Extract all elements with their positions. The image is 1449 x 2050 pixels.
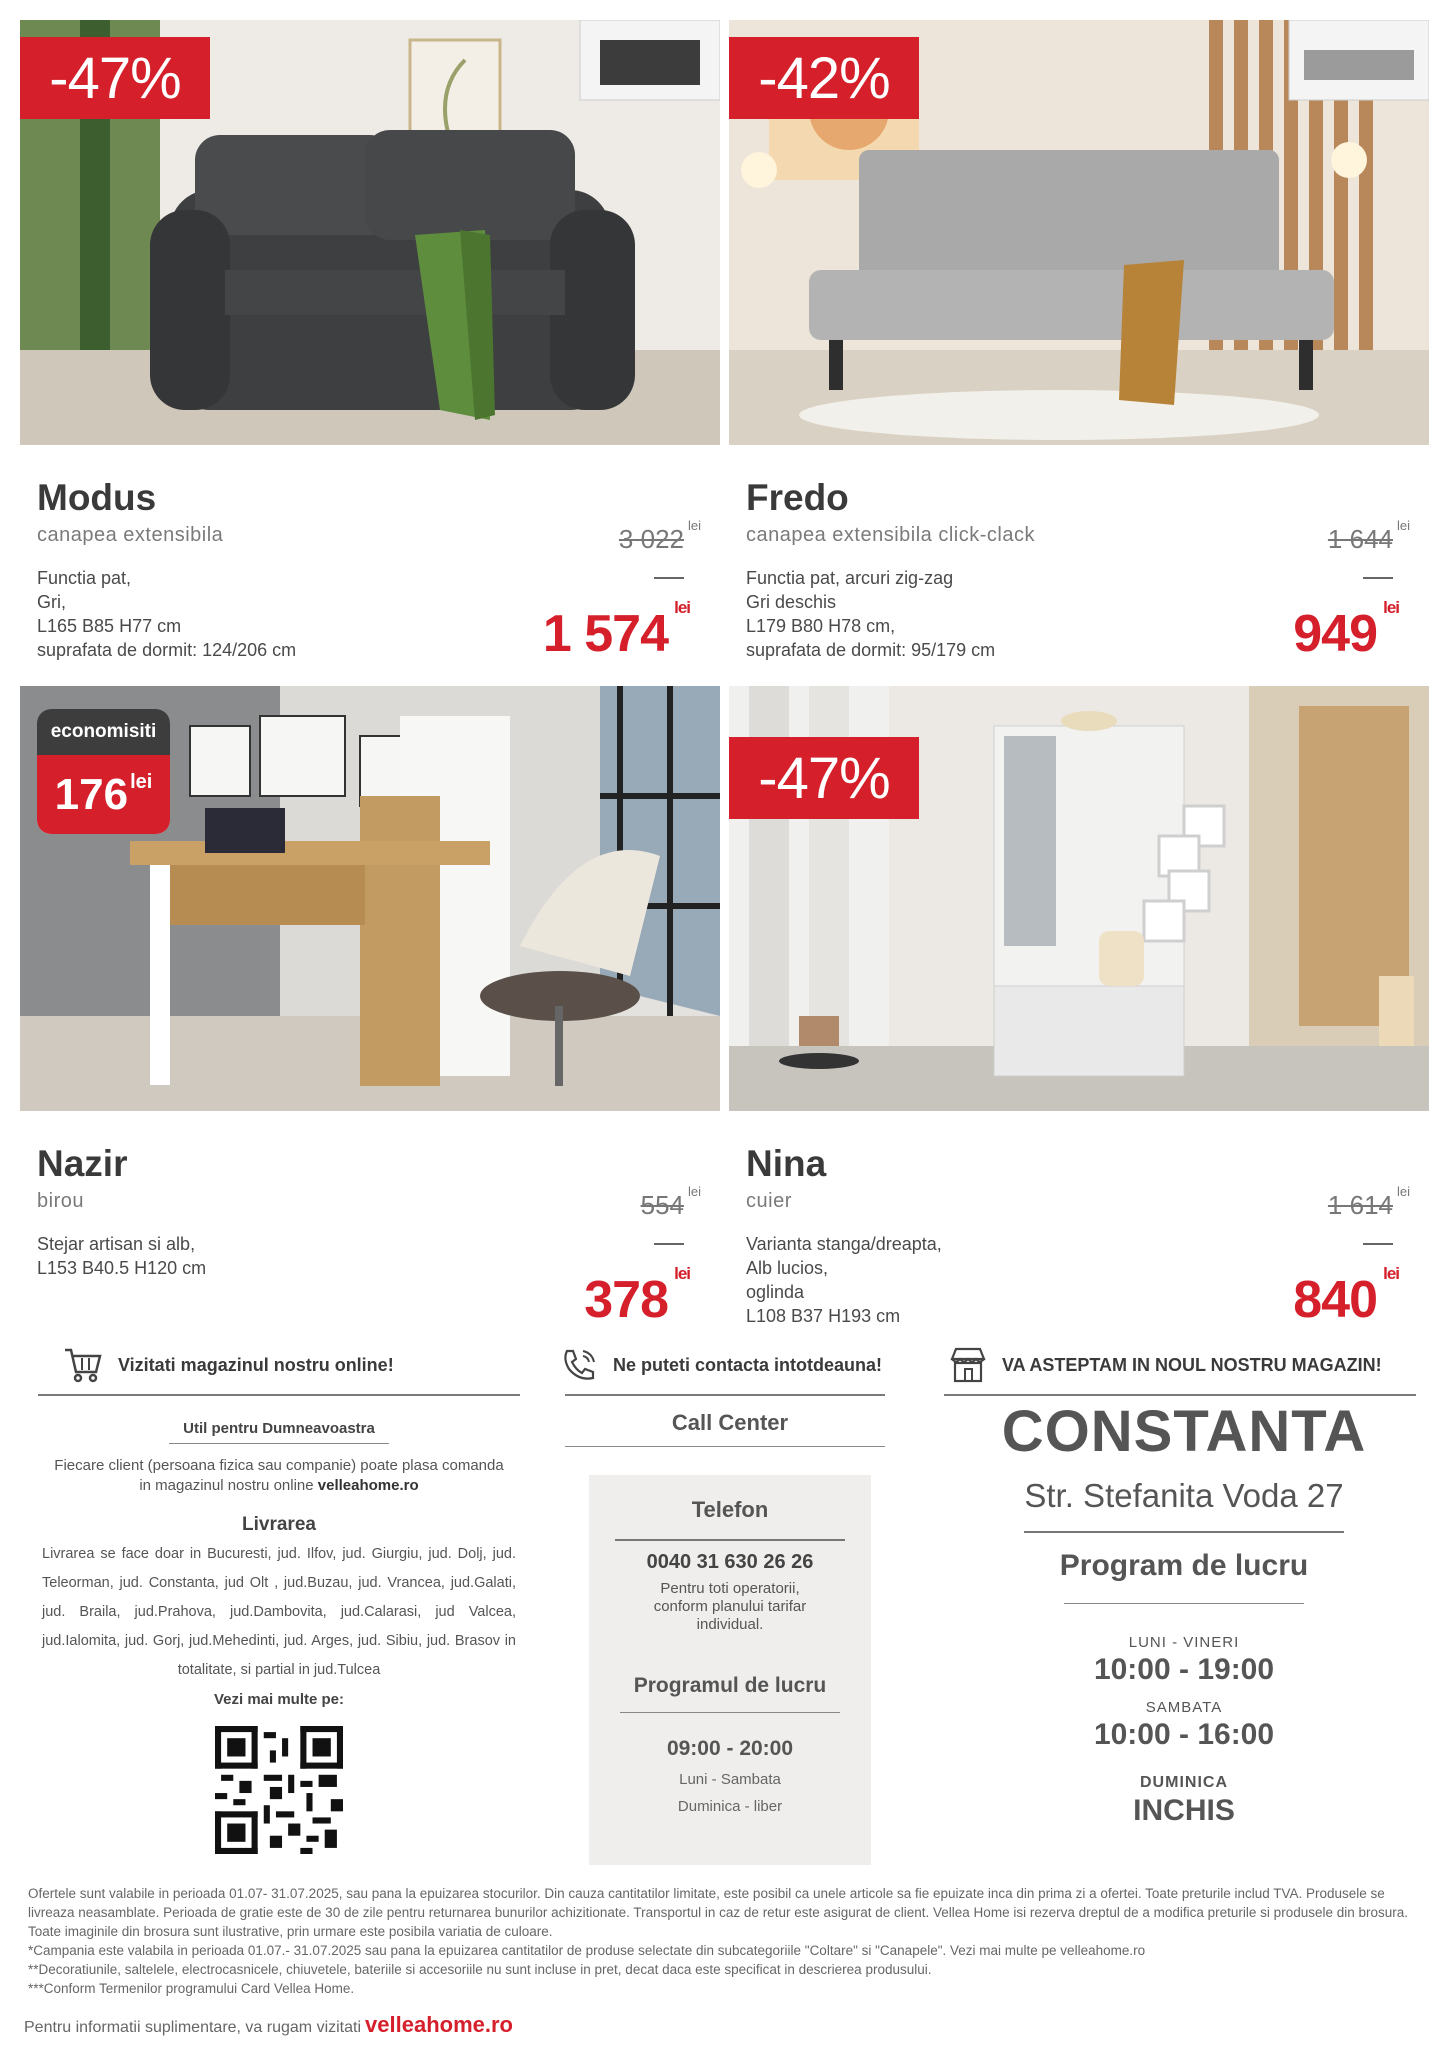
product-type: birou	[37, 1190, 84, 1212]
contact-heading: Ne puteti contacta intotdeauna!	[559, 1340, 895, 1390]
product-photo-nina	[729, 686, 1429, 1111]
disclaimer-note-1: *Campania este valabila in perioada 01.07.- 31.07.2025 sau pana la epuizarea cantitatilor de produse selectate din subcategoriile "Coltare" si "Canapele". Vezi mai multe pe velleahome.ro	[28, 1943, 1146, 1958]
product-card-nina[interactable]	[729, 686, 1429, 1329]
product-name[interactable]: Nazir	[37, 1143, 128, 1184]
call-center-title: Call Center	[671, 1410, 789, 1435]
new-price: 949 lei	[1293, 598, 1399, 663]
product-card-modus[interactable]	[20, 20, 720, 663]
program-title: Program de lucru	[1059, 1549, 1309, 1582]
phone-title: Telefon	[691, 1497, 769, 1522]
product-name[interactable]: Fredo	[746, 477, 849, 518]
online-shop-heading: Vizitati magazinul nostru online!	[38, 1340, 520, 1390]
useful-title: Util pentru Dumneavoastra	[183, 1420, 375, 1437]
store-city: CONSTANTA	[1001, 1399, 1367, 1464]
program-divider	[1064, 1603, 1304, 1604]
price-divider	[1363, 577, 1393, 579]
product-photo-nazir	[20, 686, 720, 1111]
old-price: 1 614 lei	[1327, 1184, 1410, 1220]
store-address: Str. Stefanita Voda 27	[1024, 1477, 1344, 1514]
discount-badge: -47%	[20, 37, 210, 119]
old-price: 554 lei	[640, 1184, 701, 1220]
phone-note: Pentru toti operatorii, conform planului tarifar individual.	[653, 1580, 807, 1633]
savings-badge	[37, 709, 170, 834]
hours-days: Luni - Sambata	[679, 1771, 781, 1788]
phone-icon	[559, 1345, 599, 1385]
online-shop-section	[38, 1340, 520, 1854]
footer-site-link[interactable]: velleahome.ro	[365, 2012, 513, 2037]
weekdays-hours: 10:00 - 19:00	[1093, 1653, 1275, 1686]
disclaimer-note-3: ***Conform Termenilor programului Card Vellea Home.	[28, 1981, 355, 1996]
product-name[interactable]: Modus	[37, 477, 157, 518]
phone-number[interactable]: 0040 31 630 26 26	[646, 1551, 814, 1573]
store-heading: VA ASTEPTAM IN NOUL NOSTRU MAGAZIN!	[944, 1340, 1424, 1390]
call-center-divider	[565, 1446, 885, 1447]
useful-text: Fiecare client (persoana fizica sau companie) poate plasa comanda in magazinul nostru online velleahome.ro	[54, 1457, 504, 1494]
product-name[interactable]: Nina	[746, 1143, 827, 1184]
new-price: 378 lei	[584, 1264, 690, 1329]
disclaimer-note-2: **Decoratiunile, saltelele, electrocasnicele, chiuvetele, bateriile si accesoriile nu sunt incluse in pret, decat daca este specificat in descrierea produsului.	[28, 1962, 932, 1977]
saturday-label: SAMBATA	[1145, 1699, 1223, 1716]
price-divider	[654, 577, 684, 579]
new-price: 840 lei	[1293, 1264, 1399, 1329]
hours-value: 09:00 - 20:00	[666, 1737, 794, 1760]
phone-divider	[615, 1539, 845, 1541]
sunday-label: DUMINICA	[1140, 1774, 1228, 1791]
section-divider	[565, 1394, 885, 1396]
qr-code[interactable]	[215, 1726, 343, 1854]
product-card-nazir[interactable]	[20, 686, 720, 1329]
product-description: Functia pat, Gri, L165 B85 H77 cm suprafata de dormit: 124/206 cm	[37, 568, 297, 660]
more-label: Vezi mai multe pe:	[213, 1691, 345, 1708]
product-description: Functia pat, arcuri zig-zag Gri deschis L179 B80 H78 cm, suprafata de dormit: 95/179 cm	[746, 568, 996, 660]
hours-title: Programul de lucru	[633, 1674, 827, 1697]
price-divider	[1363, 1243, 1393, 1245]
weekdays-label: LUNI - VINERI	[1128, 1634, 1240, 1651]
product-type: canapea extensibila	[37, 524, 224, 546]
savings-value: 176 $^{lei}$	[37, 755, 170, 834]
new-price: 1 574 lei	[542, 598, 690, 663]
section-divider	[944, 1394, 1416, 1396]
delivery-title: Livrarea	[242, 1514, 316, 1535]
address-divider	[1024, 1531, 1344, 1533]
savings-label: economisiti	[37, 709, 170, 755]
useful-underline	[169, 1443, 389, 1444]
site-link[interactable]: velleahome.ro	[317, 1477, 419, 1494]
contact-panel	[589, 1475, 871, 1865]
contact-section	[565, 1340, 895, 1865]
product-description: Varianta stanga/dreapta, Alb lucios, oglinda L108 B37 H193 cm	[746, 1234, 942, 1326]
section-divider	[38, 1394, 520, 1396]
product-photo-modus	[20, 20, 720, 445]
saturday-hours: 10:00 - 16:00	[1093, 1718, 1275, 1751]
old-price: 1 644 lei	[1327, 518, 1410, 554]
product-type: canapea extensibila click-clack	[746, 524, 1035, 546]
sunday-status: INCHIS	[1133, 1794, 1235, 1827]
old-price: 3 022 lei	[618, 518, 701, 554]
footer-info: Pentru informatii suplimentare, va rugam vizitati velleahome.ro	[24, 2012, 513, 2037]
product-type: cuier	[746, 1190, 792, 1212]
product-card-fredo[interactable]	[729, 20, 1429, 663]
discount-badge: -42%	[729, 37, 919, 119]
store-icon	[948, 1345, 988, 1385]
store-section	[944, 1340, 1424, 1828]
delivery-text: Livrarea se face doar in Bucuresti, jud. Ilfov, jud. Giurgiu, jud. Dolj, jud. Teleorman, jud. Constanta, jud Olt , jud.Buzau, jud. Vrancea, jud.Galati, jud. Braila, jud.Prahova, jud.Dambovita, jud.Calarasi, jud Valcea, jud.Ialomita, jud. Gorj, jud.Mehedinti, jud. Arges, jud. Sibiu, jud. Brasov in totalitate, si partial in jud.Tulcea	[42, 1546, 516, 1678]
hours-sunday: Duminica - liber	[677, 1798, 783, 1815]
discount-badge: -47%	[729, 737, 919, 819]
hours-divider	[620, 1712, 840, 1713]
price-divider	[654, 1243, 684, 1245]
product-photo-fredo	[729, 20, 1429, 445]
product-description: Stejar artisan si alb, L153 B40.5 H120 cm	[37, 1234, 207, 1278]
disclaimer-main: Ofertele sunt valabile in perioada 01.07- 31.07.2025, sau pana la epuizarea stocurilor. Din cauza cantitatilor limitate, este posibil ca unele articole sa fie epuizate inca din prima zi a ofertei. Toate preturile includ TVA. Produsele se livreaza neasamblate. Perioada de gratie este de 30 de zile pentru returnarea bunurilor achizitionate. Transportul in caz de retur este asigurat de client. Vellea Home isi rezerva dreptul de a modifica preturile si produsele din brosura. Toate imaginile din brosura sunt ilustrative, prin urmare este posibila variatia de culoare.	[28, 1886, 1409, 1939]
disclaimer	[28, 1884, 1423, 1998]
cart-icon	[62, 1344, 104, 1386]
